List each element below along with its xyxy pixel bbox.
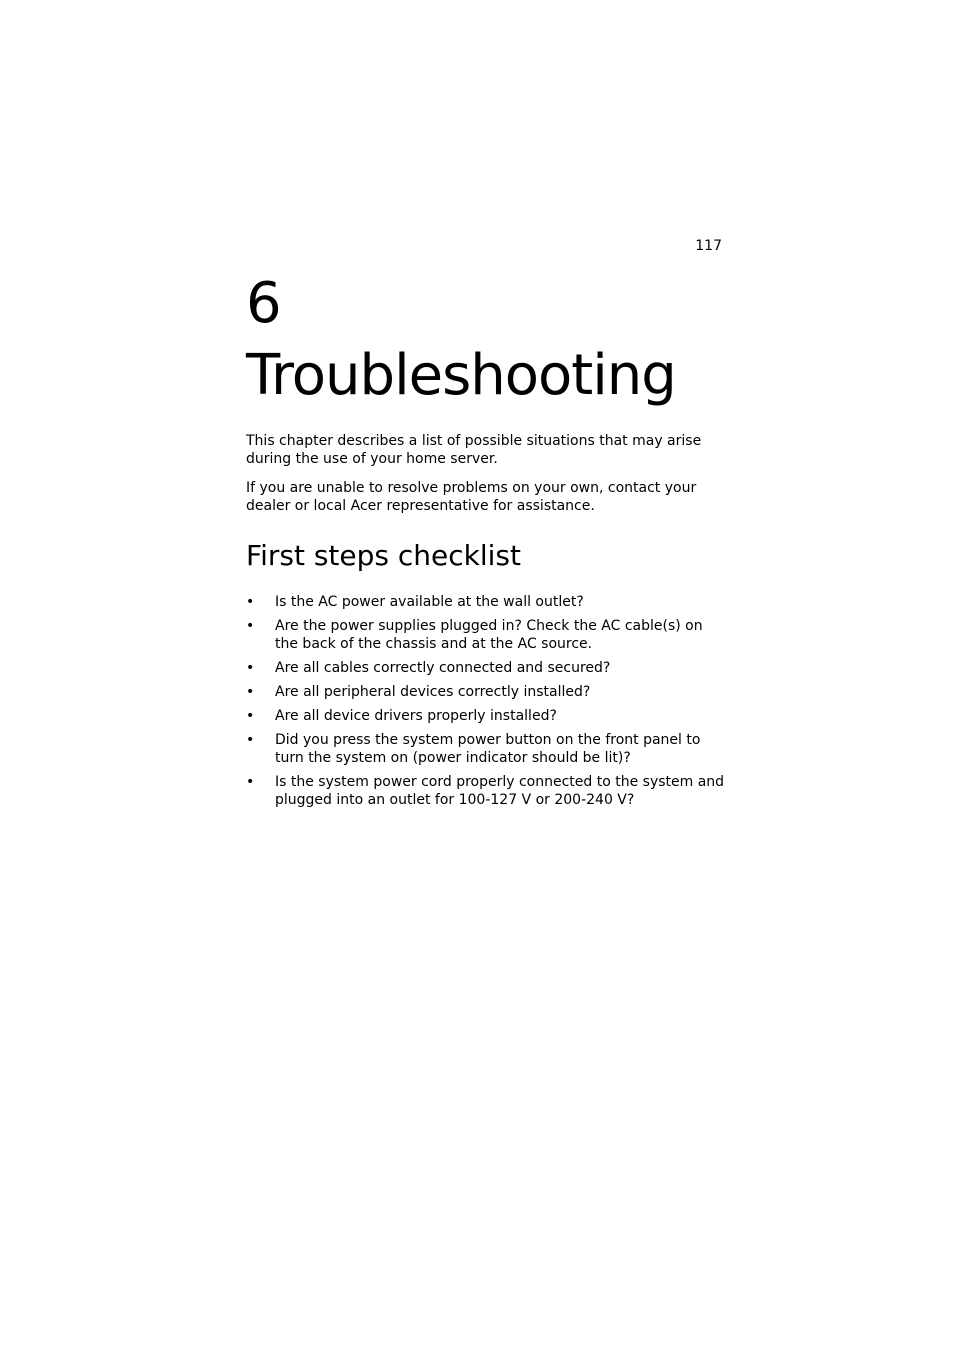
chapter-title: 6 Troubleshooting [246, 271, 676, 408]
list-item [246, 731, 726, 767]
list-item-text: Is the system power cord properly connected to the system and plugged into an outlet for 100-127 V or 200-240 V? [275, 774, 725, 808]
bullet-icon: • [246, 732, 255, 748]
list-item-text: Did you press the system power button on the front panel to turn the system on (power indicator should be lit)? [275, 732, 701, 766]
list-item [246, 707, 726, 725]
intro-paragraph: This chapter describes a list of possible situations that may arise during the use of your home server. [246, 433, 702, 467]
list-item [246, 593, 726, 611]
checklist [246, 593, 726, 809]
list-item [246, 617, 726, 653]
page-content [246, 268, 726, 815]
bullet-icon: • [246, 594, 255, 610]
bullet-icon: • [246, 618, 255, 634]
bullet-icon: • [246, 660, 255, 676]
page-number: 117 [695, 238, 722, 254]
bullet-icon: • [246, 684, 255, 700]
list-item [246, 683, 726, 701]
section-title: First steps checklist [246, 539, 521, 572]
bullet-icon: • [246, 708, 255, 724]
list-item-text: Are all cables correctly connected and secured? [275, 660, 611, 676]
list-item-text: Are the power supplies plugged in? Check the AC cable(s) on the back of the chassis and at the AC source. [275, 618, 703, 652]
list-item-text: Are all peripheral devices correctly installed? [275, 684, 591, 700]
support-paragraph: If you are unable to resolve problems on your own, contact your dealer or local Acer representative for assistance. [246, 480, 697, 514]
bullet-icon: • [246, 774, 255, 790]
list-item-text: Is the AC power available at the wall outlet? [275, 594, 584, 610]
list-item [246, 659, 726, 677]
list-item-text: Are all device drivers properly installed? [275, 708, 557, 724]
list-item [246, 773, 726, 809]
